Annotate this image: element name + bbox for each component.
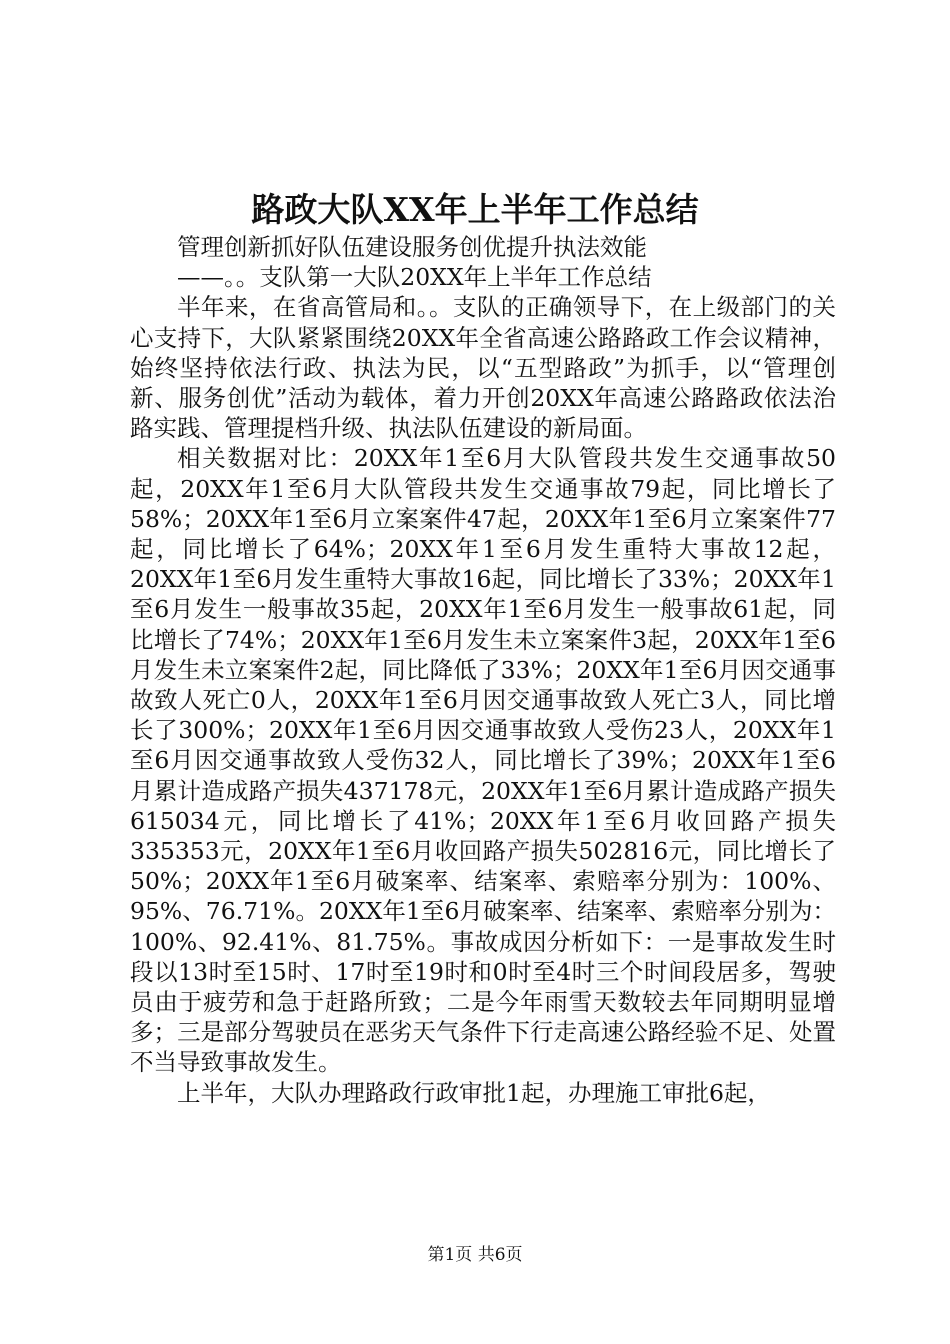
paragraph-data-comparison: 相关数据对比：20XX年1至6月大队管段共发生交通事故50起，20XX年1至6月大队管段共发生交通事故79起，同比增长了58%；20XX年1至6月立案案件47起，20XX年1至6月立案案件77起，同比增长了64%；20XX年1至6月发生重特大事故12起，20XX年1至6月发生重特大事故16起，同比增长了33%；20XX年1至6月发生一般事故35起，20XX年1至6月发生一般事故61起，同比增长了74%；20XX年1至6月发生未立案案件3起，20XX年1至6月发生未立案案件2起，同比降低了33%；20XX年1至6月因交通事故致人死亡0人，20XX年1至6月因交通事故致人死亡3人，同比增长了300%；20XX年1至6月因交通事故致人受伤23人，20XX年1至6月因交通事故致人受伤32人，同比增长了39%；20XX年1至6月累计造成路产损失437178元，20XX年1至6月累计造成路产损失615034元，同比增长了41%；20XX年1至6月收回路产损失335353元，20XX年1至6月收回路产损失502816元，同比增长了50%；20XX年1至6月破案率、结案率、索赔率分别为：100%、95%、76.71%。20XX年1至6月破案率、结案率、索赔率分别为：100%、92.41%、81.75%。事故成因分析如下：一是事故发生时段以13时至15时、17时至19时和0时至4时三个时间段居多，驾驶员由于疲劳和急于赶路所致；二是今年雨雪天数较去年同期明显增多；三是部分驾驶员在恶劣天气条件下行走高速公路经验不足、处置不当导致事故发生。 [130,444,836,1077]
document-title: 路政大队XX年上半年工作总结 [251,190,699,229]
document-body [130,232,836,1108]
paragraph-intro: 半年来，在省高管局和。。支队的正确领导下，在上级部门的关心支持下，大队紧紧围绕20XX年全省高速公路路政工作会议精神，始终坚持依法行政、执法为民，以“五型路政”为抓手，以“管理创新、服务创优”活动为载体，着力开创20XX年高速公路路政依法治路实践、管理提档升级、执法队伍建设的新局面。 [130,293,836,443]
subtitle-line-2: ——。。支队第一大队20XX年上半年工作总结 [177,263,652,292]
subtitle-line-1: 管理创新抓好队伍建设服务创优提升执法效能 [177,233,647,261]
page-footer: 第1页 共6页 [427,1245,523,1265]
paragraph-approvals: 上半年，大队办理路政行政审批1起，办理施工审批6起， [177,1078,771,1107]
